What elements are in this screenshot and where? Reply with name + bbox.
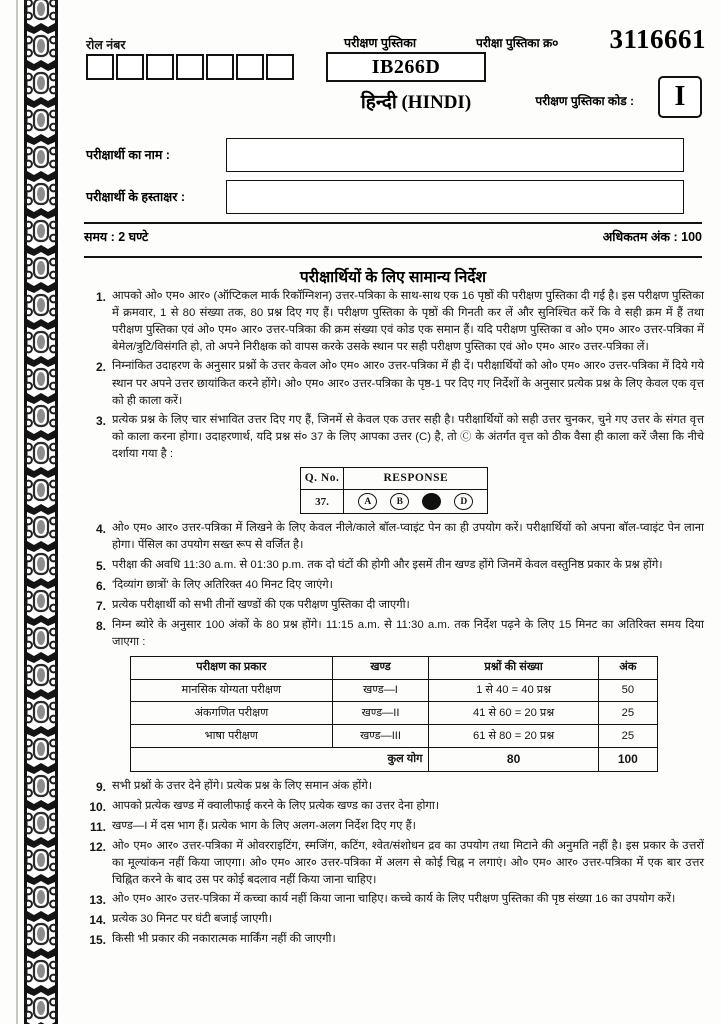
- page-content: [76, 0, 712, 1024]
- instruction-item: [84, 818, 704, 836]
- booklet-serial-label: परीक्षा पुस्तिका क्र०: [476, 36, 559, 50]
- instruction-item: [84, 911, 704, 929]
- scheme-column-header: परीक्षण का प्रकार: [131, 656, 333, 679]
- booklet-code-value: I: [658, 76, 702, 118]
- roll-number-digit-box[interactable]: [86, 54, 114, 80]
- scheme-cell: अंकगणित परीक्षण: [131, 702, 333, 725]
- answer-bubble-c: [422, 493, 441, 510]
- scheme-cell: 25: [598, 702, 657, 725]
- scheme-cell: 50: [598, 679, 657, 702]
- instruction-item: [84, 557, 704, 575]
- sample-response-table-wrap: [84, 467, 704, 514]
- roll-number-digit-box[interactable]: [176, 54, 204, 80]
- instruction-text: खण्ड—I में दस भाग हैं। प्रत्येक भाग के लिए अलग-अलग निर्देश दिए गए हैं।: [112, 819, 416, 832]
- instruction-number: 2.: [95, 360, 106, 375]
- answer-bubble-a: A: [358, 493, 377, 510]
- roll-number-digit-box[interactable]: [236, 54, 264, 80]
- scheme-cell: 61 से 80 = 20 प्रश्न: [429, 725, 598, 748]
- instruction-item: [84, 931, 704, 949]
- instruction-item: [84, 778, 704, 796]
- instruction-number: 3.: [95, 413, 106, 428]
- sample-response-table: [300, 467, 489, 514]
- instruction-number: 4.: [95, 522, 106, 537]
- roll-number-input[interactable]: [86, 54, 294, 80]
- instruction-item: [84, 891, 704, 909]
- instruction-number: 13.: [89, 893, 106, 908]
- candidate-signature-field[interactable]: [226, 180, 684, 214]
- exam-scheme-table: [130, 656, 658, 772]
- booklet-code-label: परीक्षण पुस्तिका कोड :: [535, 94, 634, 108]
- scheme-cell: 1 से 40 = 40 प्रश्न: [429, 679, 598, 702]
- instruction-item: [84, 520, 704, 554]
- instruction-number: 1.: [95, 290, 106, 304]
- candidate-signature-row: [86, 180, 698, 216]
- candidate-name-field[interactable]: [226, 138, 684, 172]
- divider-bottom: [84, 256, 702, 258]
- roll-number-digit-box[interactable]: [146, 54, 174, 80]
- table-row: [131, 702, 658, 725]
- instruction-item: [84, 617, 704, 651]
- ornament-pattern-icon: [24, 0, 58, 1024]
- time-marks-bar: [84, 228, 702, 245]
- instruction-text: निम्न ब्योरे के अनुसार 100 अंकों के 80 प्रश्न होंगे। 11:15 a.m. से 11:30 a.m. तक निर्देश पढ़ने के लिए 15 मिनट का अतिरिक्त समय दिया जाएगा :: [112, 618, 704, 648]
- cover-header: [76, 0, 712, 218]
- instruction-item: [84, 358, 704, 409]
- instruction-item: [84, 577, 704, 595]
- instruction-item: [84, 412, 704, 463]
- instruction-item: [84, 798, 704, 816]
- scheme-cell: खण्ड—II: [332, 702, 429, 725]
- instruction-text: निम्नांकित उदाहरण के अनुसार प्रश्नों के उत्तर केवल ओ० एम० आर० उत्तर-पत्रिका में ही दें। परीक्षार्थियों को ओ० एम० आर० उत्तर-पत्रिका में दिये गये स्थान पर अपने उत्तर छायांकित करने होंगे। ओ० एम० आर० उत्तर-पत्रिका के पृष्ठ-1 पर दिए गए निर्देशों के अनुसार प्रत्येक प्रश्न के लिए केवल एक वृत्त को ही काला करें।: [112, 360, 704, 407]
- candidate-signature-label: परीक्षार्थी के हस्ताक्षर :: [86, 190, 185, 204]
- instruction-number: 14.: [89, 913, 106, 928]
- scheme-cell: खण्ड—I: [332, 679, 429, 702]
- instruction-text: ओ० एम० आर० उत्तर-पत्रिका में कच्चा कार्य नहीं किया जाना चाहिए। कच्चे कार्य के लिए परीक्षण पुस्तिका की पृष्ठ संख्या 16 का उपयोग करें।: [112, 893, 676, 906]
- response-col-response-header: RESPONSE: [344, 468, 488, 490]
- instruction-item: [84, 838, 704, 889]
- booklet-serial-number: 3116661: [609, 24, 706, 54]
- roll-number-digit-box[interactable]: [206, 54, 234, 80]
- scheme-column-header: खण्ड: [332, 656, 429, 679]
- instruction-number: 12.: [89, 839, 106, 854]
- instruction-item: [84, 288, 704, 356]
- table-row: [131, 656, 658, 679]
- instruction-number: 10.: [89, 799, 106, 814]
- candidate-name-label: परीक्षार्थी का नाम :: [86, 148, 170, 162]
- scheme-total-label: कुल योग: [332, 747, 429, 771]
- instructions-list: [84, 288, 704, 951]
- instruction-text: ओ० एम० आर० उत्तर-पत्रिका में ओवरराइटिंग, स्मजिंग, कटिंग, श्वेत/संशोधन द्रव का उपयोग तथा मिटाने की अनुमति नहीं है। इस प्रकार के उत्तरों का मूल्यांकन नहीं किया जाएगा। ओ० एम० आर० उत्तर-पत्रिका में अलग से कोई चिह्न न लगाएं। ओ० एम० आर० उत्तर-पत्रिका में एक बार उत्तर चिह्नित करने के बाद उस पर कोई बदलाव नहीं किया जाना चाहिए।: [112, 839, 704, 887]
- divider-top: [84, 222, 702, 224]
- instruction-text: प्रत्येक प्रश्न के लिए चार संभावित उत्तर दिए गए हैं, जिनमें से केवल एक उत्तर सही है। परीक्षार्थियों को सही उत्तर चुनकर, चुने गए उत्तर के संगत वृत्त को काला करना होगा। उदाहरणार्थ, यदि प्रश्न सं० 37 के लिए आपका उत्तर (C) है, तो Ⓒ के अंतर्गत वृत्त को ठीक वैसा ही काला करें जैसा कि नीचे दर्शाया गया है :: [112, 413, 704, 460]
- instruction-text: ओ० एम० आर० उत्तर-पत्रिका में लिखने के लिए केवल नीले/काले बॉल-प्वाइंट पेन का ही उपयोग करें। परीक्षार्थियों को अपना बॉल-प्वाइंट पेन लाना होगा। पेंसिल का उपयोग सख्त रूप से वर्जित है।: [112, 522, 704, 552]
- instructions-heading: परीक्षार्थियों के लिए सामान्य निर्देश: [299, 269, 487, 286]
- ornamental-border-strip: [24, 0, 58, 1024]
- response-question-number: 37.: [300, 490, 344, 514]
- scheme-cell: मानसिक योग्यता परीक्षण: [131, 679, 333, 702]
- instruction-text: आपको प्रत्येक खण्ड में क्वालीफाई करने के लिए प्रत्येक खण्ड का उत्तर देना होगा।: [112, 799, 440, 812]
- candidate-name-row: [86, 138, 698, 174]
- page-edge: [16, 0, 18, 1024]
- scheme-total-questions: 80: [429, 747, 598, 771]
- response-bubbles-cell: [344, 490, 488, 514]
- roll-number-label: रोल नंबर: [86, 38, 126, 52]
- scheme-cell: खण्ड—III: [332, 725, 429, 748]
- instruction-text: सभी प्रश्नों के उत्तर देने होंगे। प्रत्येक प्रश्न के लिए समान अंक होंगे।: [112, 779, 373, 792]
- instruction-number: 9.: [95, 779, 106, 794]
- scheme-column-header: अंक: [598, 656, 657, 679]
- instruction-text: आपको ओ० एम० आर० (ऑप्टिकल मार्क रिकॉग्निशन) उत्तर-पत्रिका के साथ-साथ एक 16 पृष्ठों की परीक्षण पुस्तिका दी गई है। इस परीक्षण पुस्तिका में क्रमवार, 1 से 80 संख्या तक, 80 प्रश्न दिए गए हैं। परीक्षण पुस्तिका के पृष्ठों की गिनती कर लें और सुनिश्चित करें कि वे सही क्रम में हैं तथा परीक्षण पुस्तिका एवं ओ० एम० आर० उत्तर-पत्रिका की क्रम संख्या एवं कोड एक समान हैं। यदि परीक्षण पुस्तिका व ओ० एम० आर० उत्तर-पत्रिका में बेमेल/त्रुटि/विसंगति हो, तो अपने निरीक्षक को वापस करके उसके स्थान पर सही परीक्षण पुस्तिका एवं ओ० एम० आर० उत्तर-पत्रिका लें।: [112, 290, 704, 354]
- instruction-number: 6.: [95, 578, 106, 593]
- scheme-cell: 41 से 60 = 20 प्रश्न: [429, 702, 598, 725]
- answer-bubble-b: B: [390, 493, 409, 510]
- table-row: [131, 679, 658, 702]
- scheme-column-header: प्रश्नों की संख्या: [429, 656, 598, 679]
- instruction-number: 8.: [95, 618, 106, 633]
- test-booklet-label: परीक्षण पुस्तिका: [344, 36, 417, 50]
- instruction-text: प्रत्येक परीक्षार्थी को सभी तीनों खण्डों की एक परीक्षण पुस्तिका दी जाएगी।: [112, 598, 410, 611]
- instruction-text: 'दिव्यांग छात्रों' के लिए अतिरिक्त 40 मिनट दिए जाएंगे।: [112, 578, 333, 591]
- answer-bubble-group: [348, 492, 483, 511]
- table-row: [300, 468, 488, 490]
- instruction-number: 7.: [95, 598, 106, 613]
- table-row-total: [131, 747, 658, 771]
- scheme-total-marks: 100: [598, 747, 657, 771]
- table-row: [131, 725, 658, 748]
- table-row: [300, 490, 488, 514]
- booklet-series-box: IB266D: [326, 52, 486, 82]
- instruction-number: 5.: [95, 558, 106, 573]
- instruction-text: प्रत्येक 30 मिनट पर घंटी बजाई जाएगी।: [112, 913, 273, 926]
- instruction-number: 15.: [89, 933, 106, 948]
- roll-number-digit-box[interactable]: [116, 54, 144, 80]
- exam-scheme-table-wrap: [84, 656, 704, 772]
- instruction-item: [84, 597, 704, 615]
- response-col-qno-header: Q. No.: [300, 468, 344, 490]
- instruction-text: परीक्षा की अवधि 11:30 a.m. से 01:30 p.m. तक दो घंटों की होगी और इसमें तीन खण्ड होंगे जिनमें केवल वस्तुनिष्ठ प्रकार के प्रश्न होंगे।: [112, 558, 663, 571]
- maximum-marks-label: अधिकतम अंक : 100: [602, 230, 702, 244]
- scheme-cell: 25: [598, 725, 657, 748]
- instruction-text: किसी भी प्रकार की नकारात्मक मार्किंग नहीं की जाएगी।: [112, 933, 336, 946]
- instruction-number: 11.: [89, 819, 106, 834]
- scheme-cell: भाषा परीक्षण: [131, 725, 333, 748]
- exam-duration-label: समय : 2 घण्टे: [84, 230, 149, 244]
- subject-title: हिन्दी (HINDI): [360, 92, 472, 113]
- roll-number-digit-box[interactable]: [266, 54, 294, 80]
- scheme-total-blank: [131, 747, 333, 771]
- answer-bubble-d: D: [454, 493, 473, 510]
